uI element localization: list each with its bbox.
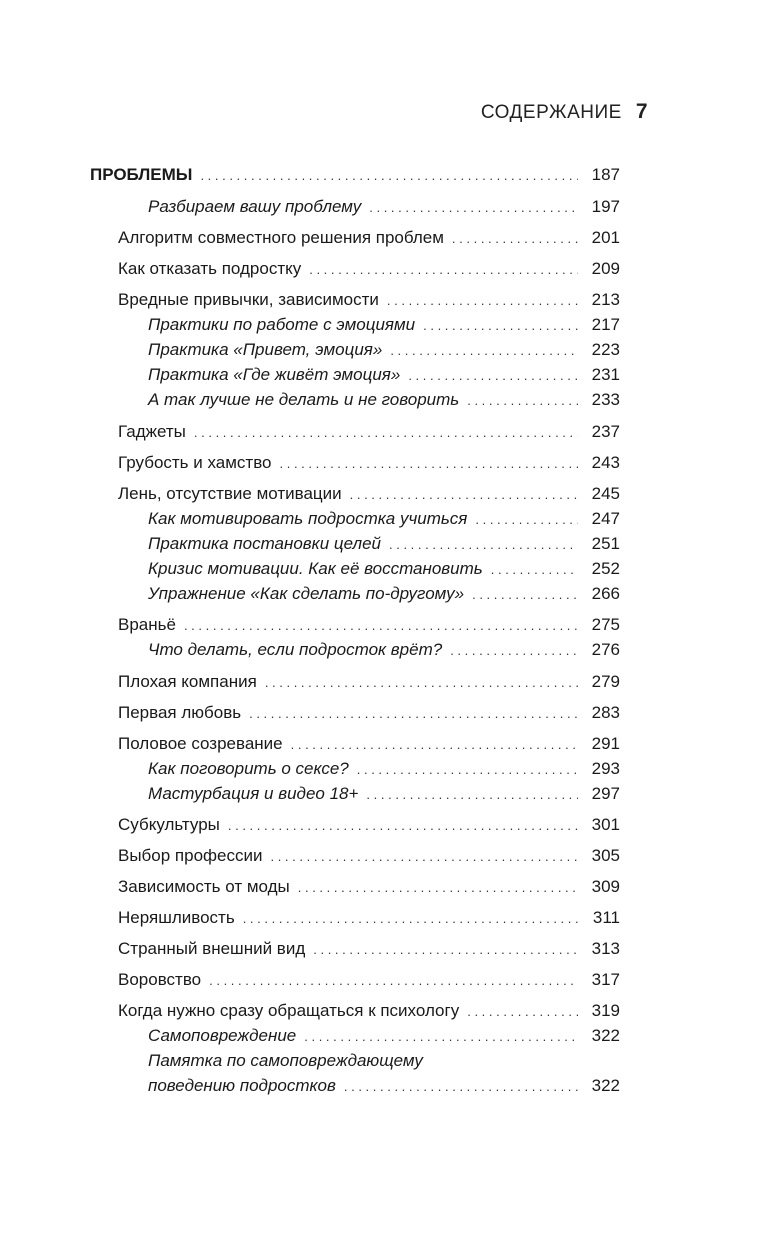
toc-entry-title: Практика «Где живёт эмоция» [148,365,401,384]
dot-leader [184,613,578,639]
toc-entry[interactable] [0,481,620,507]
toc-entry[interactable] [0,581,620,607]
toc-entry[interactable] [0,843,620,869]
toc-entry-page: 251 [591,534,620,553]
toc-entry[interactable] [0,1023,620,1049]
toc-entry-title: Алгоритм совместного решения проблем [118,228,444,247]
toc-entry-title: поведению подростков [148,1076,336,1095]
toc-entry[interactable] [0,637,620,663]
dot-leader [228,813,578,839]
dot-leader [200,163,578,189]
toc-entry-title: Воровство [118,970,202,989]
toc-entry-page: 291 [591,734,620,753]
dot-leader [291,732,578,758]
dot-leader [467,999,578,1025]
toc-entry[interactable] [0,556,620,582]
dot-leader [450,638,578,664]
toc-entry[interactable] [0,225,620,251]
toc-entry-title: Грубость и хамство [118,453,272,472]
toc-entry-page: 231 [591,365,620,384]
toc-entry[interactable] [0,612,620,638]
toc-entry-title: Как мотивировать подростка учиться [148,509,468,528]
toc-entry-page: 313 [591,939,620,958]
toc-entry-page: 311 [592,908,620,927]
toc-entry-page: 245 [591,484,620,503]
toc-entry-page: 275 [591,615,620,634]
running-head [481,100,648,124]
toc-entry[interactable] [0,1073,620,1099]
toc-entry-title: Что делать, если подросток врёт? [148,640,443,659]
toc-entry[interactable] [0,256,620,282]
toc-entry[interactable] [0,936,620,962]
toc-entry-page: 247 [591,509,620,528]
dot-leader [357,757,578,783]
dot-leader [475,507,578,533]
toc-entry-page: 223 [591,340,620,359]
dot-leader [265,670,578,696]
page-number: 7 [635,100,648,123]
dot-leader [408,363,578,389]
toc-entry-title: Половое созревание [118,734,283,753]
dot-leader [298,875,578,901]
toc-entry-page: 237 [591,422,620,441]
toc-entry[interactable] [0,162,620,188]
toc-entry-page: 283 [591,703,620,722]
toc-entry[interactable] [0,387,620,413]
toc-entry-title: Зависимость от моды [118,877,290,896]
toc-entry-title: Вредные привычки, зависимости [118,290,379,309]
toc-entry-title: Как отказать подростку [118,259,302,278]
dot-leader [423,313,578,339]
toc-entry-page: 301 [591,815,620,834]
toc-entry-title: Практика «Привет, эмоция» [148,340,383,359]
toc-entry-page: 317 [591,970,620,989]
toc-entry-title: Субкультуры [118,815,220,834]
toc-entry-page: 217 [591,315,620,334]
toc-entry-page: 322 [591,1076,620,1095]
toc-entry[interactable] [0,756,620,782]
toc-entry-page: 322 [591,1026,620,1045]
toc-entry-page: 293 [591,759,620,778]
toc-entry-title: Лень, отсутствие мотивации [118,484,342,503]
toc-entry-title: Практика постановки целей [148,534,381,553]
toc-entry-page: 319 [591,1001,620,1020]
toc-entry-title-line1[interactable]: Памятка по самоповреждающему [148,1051,423,1070]
toc-entry-title: Практики по работе с эмоциями [148,315,416,334]
toc-entry-page: 252 [591,559,620,578]
toc-entry-page: 279 [591,672,620,691]
dot-leader [280,451,578,477]
section-title: СОДЕРЖАНИЕ [480,102,622,123]
toc-entry-page: 201 [591,228,620,247]
dot-leader [389,532,578,558]
dot-leader [467,388,578,414]
toc-entry-page: 187 [591,165,620,184]
toc-entry-page: 266 [591,584,620,603]
toc-entry-page: 305 [591,846,620,865]
toc-entry[interactable] [0,905,620,931]
dot-leader [369,195,578,221]
toc-entry-title: А так лучше не делать и не говорить [148,390,460,409]
toc-entry[interactable] [0,194,620,220]
toc-entry-title: Самоповреждение [148,1026,297,1045]
dot-leader [313,937,578,963]
toc-entry-page: 213 [591,290,620,309]
dot-leader [366,782,578,808]
dot-leader [387,288,578,314]
dot-leader [452,226,578,252]
toc-entry[interactable] [0,967,620,993]
toc-entry-page: 197 [591,197,620,216]
toc-entry-title: Мастурбация и видео 18+ [148,784,359,803]
toc-entry[interactable] [0,506,620,532]
toc-entry-page: 297 [591,784,620,803]
toc-entry-title: Первая любовь [118,703,242,722]
toc-entry-title: Выбор профессии [118,846,263,865]
dot-leader [209,968,578,994]
toc-entry[interactable] [0,700,620,726]
toc-entry[interactable] [0,337,620,363]
toc-entry-page: 243 [591,453,620,472]
toc-entry[interactable] [0,531,620,557]
toc-entry-title: Странный внешний вид [118,939,306,958]
toc-entry-title: Упражнение «Как сделать по-другому» [148,584,465,603]
toc-entry-title: ПРОБЛЕМЫ [90,165,193,184]
toc-entry-title: Кризис мотивации. Как её восстановить [148,559,483,578]
toc-entry-page: 309 [591,877,620,896]
dot-leader [344,1074,578,1100]
toc-entry[interactable] [0,874,620,900]
toc-entry[interactable] [0,419,620,445]
toc-entry[interactable] [0,287,620,313]
dot-leader [304,1024,578,1050]
toc-entry[interactable] [0,362,620,388]
toc-entry-title: Неряшливость [118,908,235,927]
toc-entry-page: 233 [591,390,620,409]
toc-entry[interactable] [0,450,620,476]
toc-entry[interactable] [0,312,620,338]
toc-entry-title: Как поговорить о сексе? [148,759,349,778]
dot-leader [472,582,578,608]
dot-leader [390,338,578,364]
dot-leader [270,844,578,870]
toc-entry-page: 276 [591,640,620,659]
toc-entry-page: 209 [591,259,620,278]
toc-entry[interactable] [0,998,620,1024]
toc-entry[interactable] [0,669,620,695]
toc-entry[interactable] [0,812,620,838]
dot-leader [309,257,578,283]
dot-leader [194,420,578,446]
toc-entry-title: Плохая компания [118,672,257,691]
dot-leader [243,906,578,932]
toc-entry[interactable] [0,781,620,807]
dot-leader [249,701,578,727]
toc-entry-title: Враньё [118,615,176,634]
dot-leader [350,482,578,508]
dot-leader [491,557,578,583]
toc-entry[interactable] [0,731,620,757]
toc-entry-title: Разбираем вашу проблему [148,197,362,216]
toc-entry-title: Когда нужно сразу обращаться к психологу [118,1001,460,1020]
toc-entry-title: Гаджеты [118,422,186,441]
